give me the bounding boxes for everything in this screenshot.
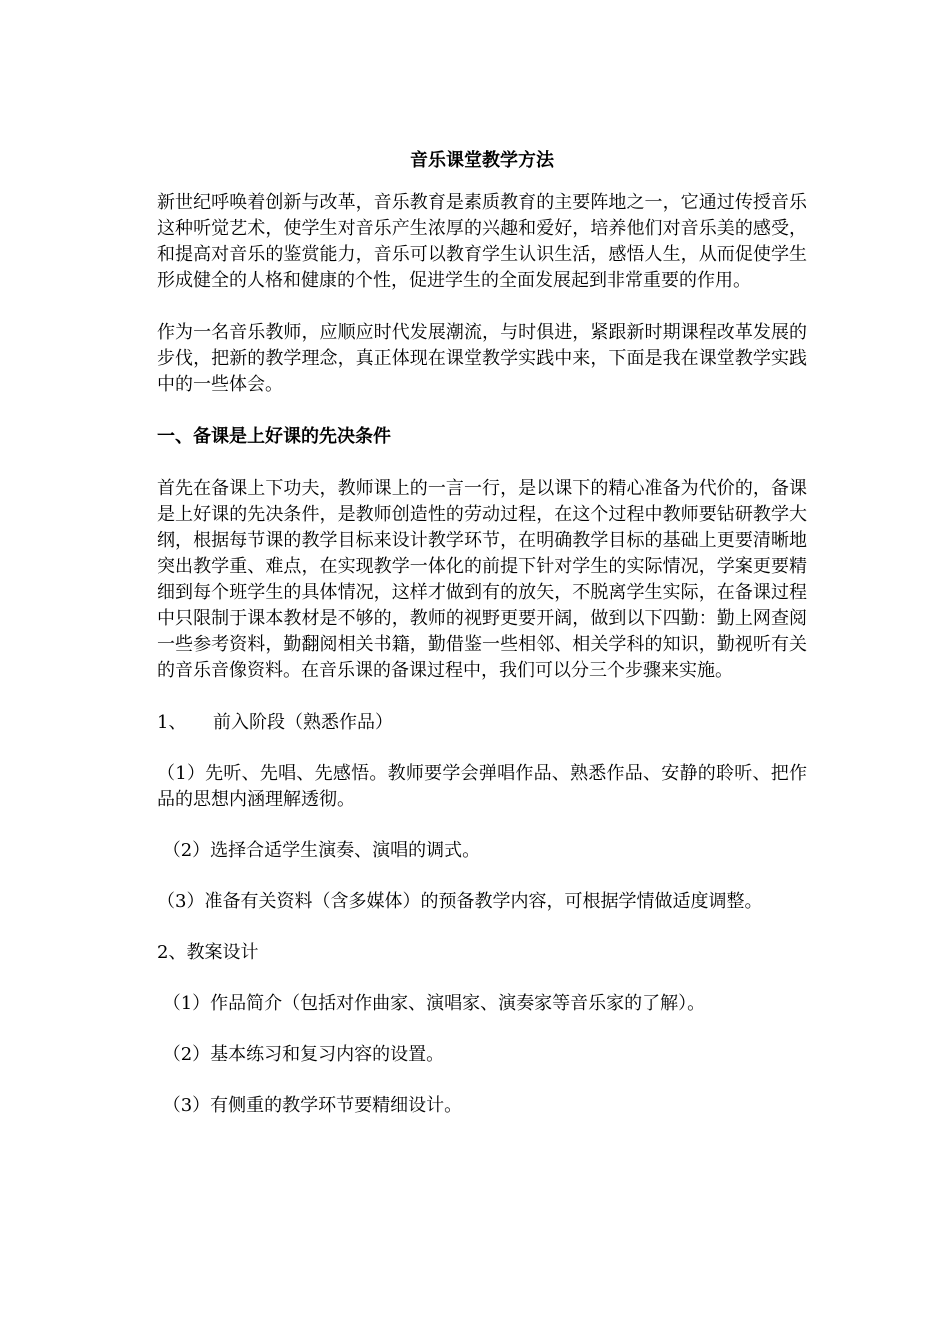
document-content [157,148,807,1144]
intro-paragraph-1: 新世纪呼唤着创新与改革，音乐教育是素质教育的主要阵地之一，它通过传授音乐这种听觉艺术，使学生对音乐产生浓厚的兴趣和爱好，培养他们对音乐美的感受，和提高对音乐的鉴赏能力，音乐可以教育学生认识生活，感悟人生，从而促使学生形成健全的人格和健康的个性，促进学生的全面发展起到非常重要的作用。 [157,192,807,291]
step-1-label: 前入阶段（熟悉作品） [213,712,393,733]
step-1-heading [157,710,807,736]
step-2-item-2: （2）基本练习和复习内容的设置。 [157,1044,445,1065]
section-heading-1: 一、备课是上好课的先决条件 [157,426,391,447]
step-1-item-2: （2）选择合适学生演奏、演唱的调式。 [157,840,481,861]
step-1-item-3: （3）准备有关资料（含多媒体）的预备教学内容，可根据学情做适度调整。 [157,891,763,912]
step-1-number: 1、 [157,712,187,733]
step-2-heading: 2、教案设计 [157,942,259,963]
step-2-item-3: （3）有侧重的教学环节要精细设计。 [157,1095,463,1116]
step-2-item-1: （1）作品简介（包括对作曲家、演唱家、演奏家等音乐家的了解）。 [157,993,706,1014]
step-1-item-1: （1）先听、先唱、先感悟。教师要学会弹唱作品、熟悉作品、安静的聆听、把作品的思想内涵理解透彻。 [157,763,807,810]
document-title: 音乐课堂教学方法 [410,150,554,171]
intro-paragraph-2: 作为一名音乐教师，应顺应时代发展潮流，与时俱进，紧跟新时期课程改革发展的步伐，把新的教学理念，真正体现在课堂教学实践中来，下面是我在课堂教学实践中的一些体会。 [157,322,807,395]
section-1-body: 首先在备课上下功夫，教师课上的一言一行，是以课下的精心准备为代价的，备课是上好课的先决条件，是教师创造性的劳动过程，在这个过程中教师要钻研教学大纲，根据每节课的教学目标来设计教学环节，在明确教学目标的基础上更要清晰地突出教学重、难点，在实现教学一体化的前提下针对学生的实际情况，学案更要精细到每个班学生的具体情况，这样才做到有的放矢，不脱离学生实际，在备课过程中只限制于课本教材是不够的，教师的视野更要开阔，做到以下四勤：勤上网查阅一些参考资料，勤翻阅相关书籍，勤借鉴一些相邻、相关学科的知识，勤视听有关的音乐音像资料。在音乐课的备课过程中，我们可以分三个步骤来实施。 [157,478,807,681]
